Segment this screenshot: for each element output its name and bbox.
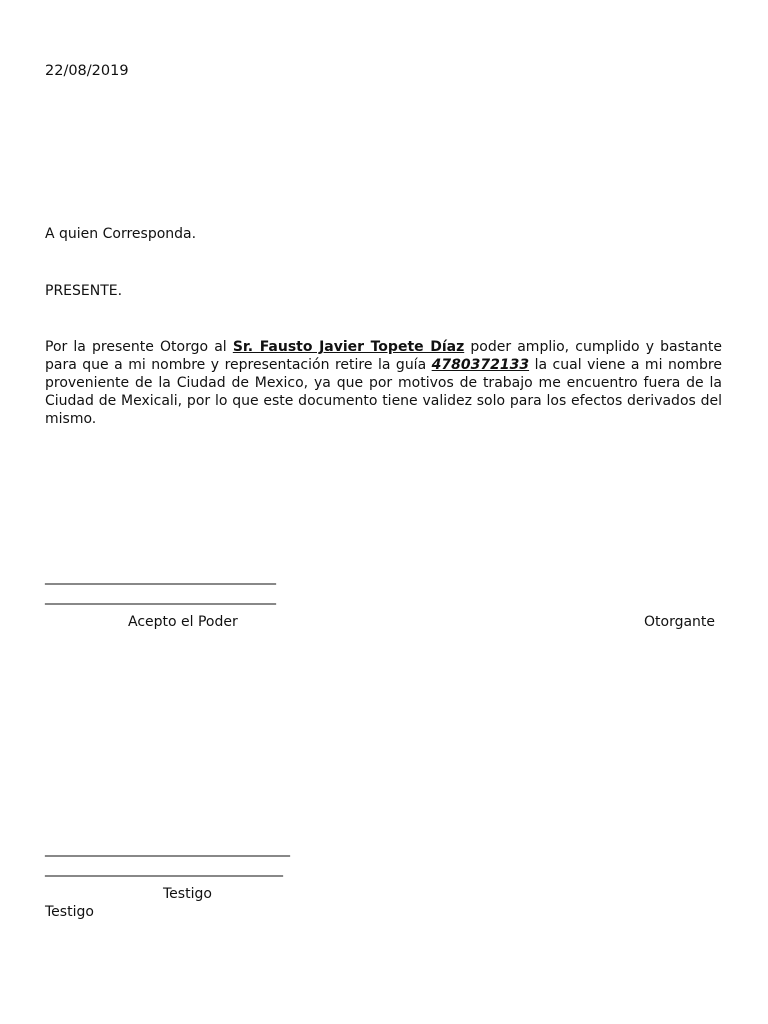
guide-number: 4780372133 — [431, 357, 530, 373]
body-text-part2: poder amplio, cumplido y bastante para que a mi nombre y representación retire la guía — [45, 339, 722, 373]
salutation: A quien Corresponda. — [45, 226, 197, 242]
testigo-label-1: Testigo — [163, 886, 212, 902]
otorgante-label: Otorgante — [644, 614, 716, 630]
signature-line-testigo-2: __________________________________ — [45, 861, 283, 877]
letter-date: 22/08/2019 — [45, 63, 129, 79]
body-text-part1: Por la presente Otorgo al — [45, 339, 233, 355]
letter-body — [45, 338, 722, 428]
body-text-part3: la cual viene a mi nombre proveniente de la Ciudad de Mexico, ya que por motivos de trabajo me encuentro fuera de la Ciudad de Mexicali, por lo que este documento tiene validez solo para los efectos derivados del mismo. — [45, 357, 722, 427]
signature-line-acepto: _________________________________ — [45, 569, 276, 585]
testigo-label-2: Testigo — [45, 904, 94, 920]
attorney-name: Sr. Fausto Javier Topete Díaz — [232, 339, 465, 355]
acepto-el-poder-label: Acepto el Poder — [128, 614, 238, 630]
signature-line-otorgante: _________________________________ — [45, 589, 276, 605]
presente-heading: PRESENTE. — [45, 283, 123, 299]
signature-line-testigo-1: ___________________________________ — [45, 841, 290, 857]
